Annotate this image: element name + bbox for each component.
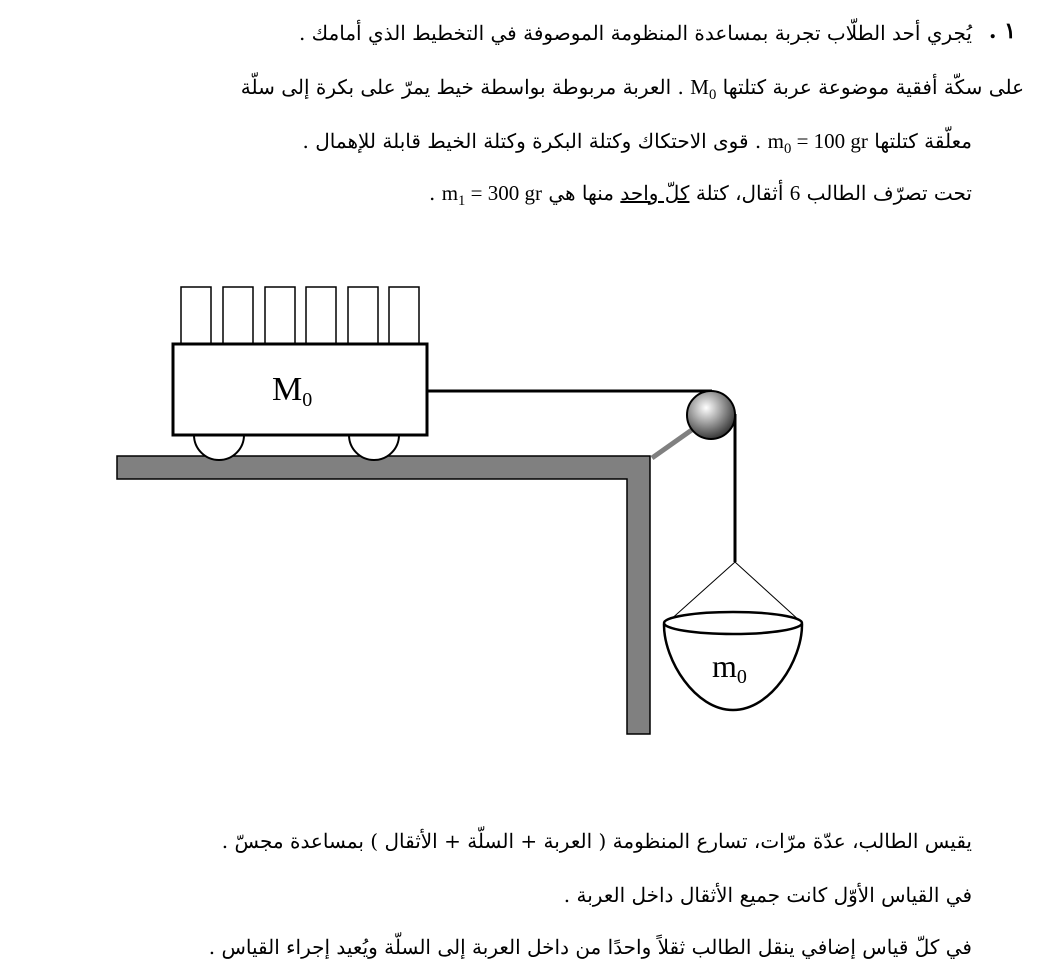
weight-block — [389, 287, 419, 344]
experiment-figure — [0, 240, 1038, 760]
paragraph-line-1: يقيس الطالب، عدّة مرّات، تسارع المنظومة ( العربة + السلّة + الأثقال ) بمساعدة مجسّ . — [221, 829, 972, 853]
pulley — [687, 391, 735, 439]
weight-block — [181, 287, 211, 344]
line4-text-a: تحت تصرّف الطالب — [806, 181, 972, 205]
cart-weights — [181, 287, 419, 344]
basket-label: m0 — [712, 648, 747, 688]
paragraph-line-2: في القياس الأوّل كانت جميع الأثقال داخل العربة . — [563, 883, 972, 907]
line2-text-b: . العربة مربوطة بواسطة خيط يمرّ على بكرة إلى سلّة — [240, 75, 684, 99]
cart-label: M0 — [272, 371, 313, 411]
cart-mass-symbol: $M_0$ — [690, 75, 717, 104]
question-line-4 — [429, 178, 972, 216]
question-line-1: يُجري أحد الطلّاب تجربة بمساعدة المنظومة الموصوفة في التخطيط الذي أمامك . — [298, 21, 972, 45]
line3-text-a: معلّقة كتلتها — [874, 129, 972, 153]
line4-end: . — [428, 181, 436, 205]
line4-underlined: كلّ واحد — [620, 181, 690, 205]
question-line-2 — [241, 72, 1024, 110]
weight-block — [265, 287, 295, 344]
weight-mass-value: $m_1 = 300$ gr — [441, 181, 542, 210]
paragraph-line-3: في كلّ قياس إضافي ينقل الطالب ثقلاً واحدًا من داخل العربة إلى السلّة ويُعيد إجراء القياس . — [208, 935, 972, 959]
line2-text-a: على سكّة أفقية موضوعة عربة كتلتها — [722, 75, 1024, 99]
question-line-3 — [303, 126, 972, 164]
basket-rim — [664, 612, 802, 634]
weight-block — [223, 287, 253, 344]
weight-block — [348, 287, 378, 344]
rail-table — [117, 456, 650, 734]
line4-text-c: منها هي — [548, 181, 614, 205]
basket-mass-value: $m_0 = 100$ gr — [767, 129, 868, 158]
weight-block — [306, 287, 336, 344]
line4-text-b: أثقال، كتلة — [695, 181, 784, 205]
question-number: ١ . — [988, 18, 1016, 44]
line3-text-b: . قوى الاحتكاك وكتلة البكرة وكتلة الخيط قابلة للإهمال . — [302, 129, 762, 153]
weights-count: 6 — [789, 181, 801, 205]
